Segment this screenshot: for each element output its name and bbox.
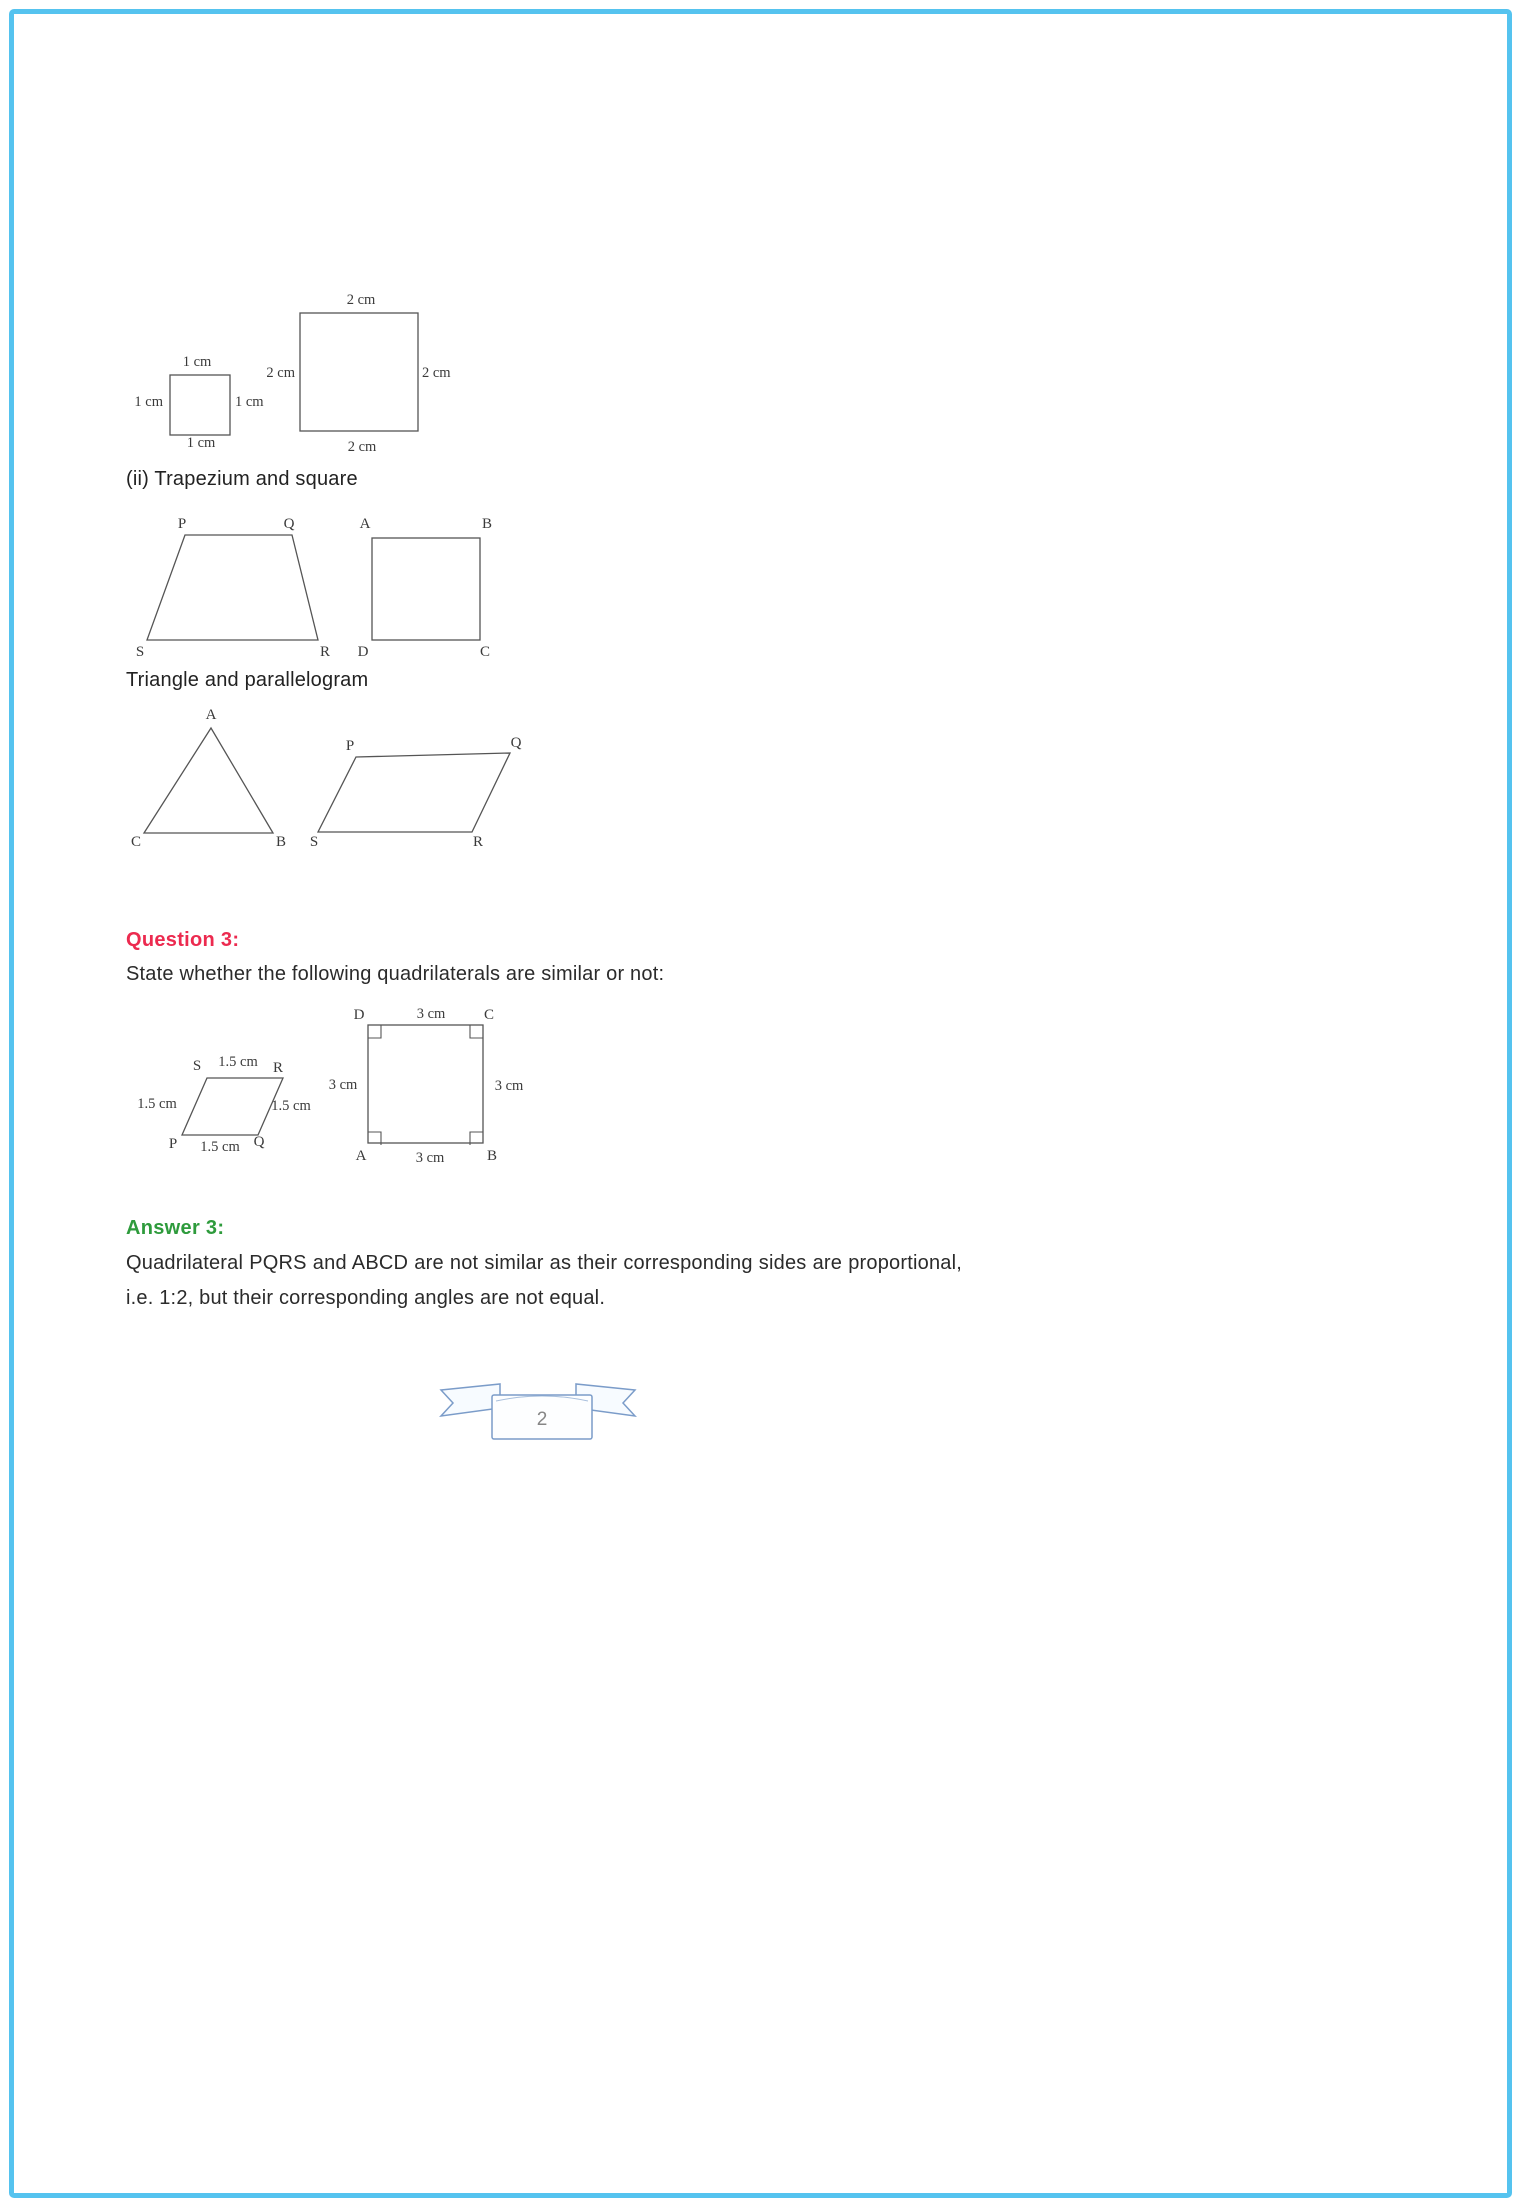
subheading-triangle-parallelogram: Triangle and parallelogram bbox=[126, 669, 369, 691]
square1-vertex-d: D bbox=[357, 644, 369, 660]
q3-parallelogram-top-label: 1.5 cm bbox=[218, 1054, 258, 1070]
q3-square-bottom-label: 3 cm bbox=[415, 1150, 445, 1166]
answer-3-text: Quadrilateral PQRS and ABCD are not similar as their corresponding sides are proportional, i.e. 1:2, but their corresponding angles are not equal. bbox=[126, 1252, 962, 1309]
q3-parallelogram-bottom-label: 1.5 cm bbox=[200, 1139, 240, 1155]
trapezium-vertex-q: Q bbox=[283, 516, 295, 532]
q3-parallelogram-shape bbox=[182, 1078, 283, 1135]
large-square-left-label: 2 cm bbox=[266, 365, 295, 381]
question-3-text: State whether the following quadrilaterals are similar or not: bbox=[126, 963, 665, 985]
triangle-vertex-a: A bbox=[205, 707, 217, 723]
answer-3-heading: Answer 3: bbox=[126, 1217, 225, 1239]
q3-square-vertex-a: A bbox=[355, 1148, 367, 1164]
parallelogram-vertex-r: R bbox=[472, 834, 484, 850]
triangle-shape bbox=[144, 728, 273, 833]
q3-square-vertex-b: B bbox=[486, 1148, 498, 1164]
figure-trapezium-and-square bbox=[125, 508, 525, 663]
parallelogram-vertex-q: Q bbox=[510, 735, 522, 751]
q3-square-vertex-d: D bbox=[353, 1007, 365, 1023]
trapezium-vertex-r: R bbox=[319, 644, 331, 660]
q3-square-vertex-c: C bbox=[483, 1007, 495, 1023]
small-square-shape bbox=[170, 375, 230, 435]
large-square-shape bbox=[300, 313, 418, 431]
parallelogram-vertex-p: P bbox=[345, 738, 355, 754]
q3-square-shape bbox=[368, 1025, 483, 1143]
ribbon-left-tail bbox=[441, 1384, 500, 1416]
q3-parallelogram-right-label: 1.5 cm bbox=[271, 1098, 311, 1114]
right-angle-mark-top-left bbox=[368, 1025, 381, 1038]
parallelogram-shape bbox=[318, 753, 510, 832]
page-number: 2 bbox=[536, 1409, 548, 1430]
q3-square-right-label: 3 cm bbox=[494, 1078, 524, 1094]
subheading-trapezium-square: (ii) Trapezium and square bbox=[126, 468, 358, 490]
small-square-left-label: 1 cm bbox=[134, 394, 163, 410]
square-abcd-shape bbox=[372, 538, 480, 640]
figure-question3-quadrilaterals bbox=[125, 998, 555, 1173]
trapezium-vertex-s: S bbox=[135, 644, 145, 660]
small-square-right-label: 1 cm bbox=[235, 394, 264, 410]
large-square-bottom-label: 2 cm bbox=[347, 439, 377, 455]
q3-square-left-label: 3 cm bbox=[328, 1077, 358, 1093]
triangle-vertex-b: B bbox=[275, 834, 287, 850]
figure-triangle-and-parallelogram bbox=[125, 703, 555, 858]
large-square-top-label: 2 cm bbox=[346, 292, 376, 308]
small-square-bottom-label: 1 cm bbox=[186, 435, 216, 451]
q3-parallelogram-vertex-s: S bbox=[192, 1058, 202, 1074]
large-square-right-label: 2 cm bbox=[422, 365, 451, 381]
trapezium-vertex-p: P bbox=[177, 516, 187, 532]
square1-vertex-b: B bbox=[481, 516, 493, 532]
square1-vertex-a: A bbox=[359, 516, 371, 532]
q3-parallelogram-vertex-q: Q bbox=[253, 1134, 265, 1150]
triangle-vertex-c: C bbox=[130, 834, 142, 850]
parallelogram-vertex-s: S bbox=[309, 834, 319, 850]
trapezium-shape bbox=[147, 535, 318, 640]
small-square-top-label: 1 cm bbox=[182, 354, 212, 370]
square1-vertex-c: C bbox=[479, 644, 491, 660]
q3-parallelogram-left-label: 1.5 cm bbox=[137, 1096, 177, 1112]
figure-unit-squares bbox=[125, 283, 505, 463]
page-number-ribbon bbox=[438, 1382, 638, 1444]
question-3-heading: Question 3: bbox=[126, 929, 240, 951]
right-angle-mark-top-right bbox=[470, 1025, 483, 1038]
q3-parallelogram-vertex-p: P bbox=[168, 1136, 178, 1152]
q3-parallelogram-vertex-r: R bbox=[272, 1060, 284, 1076]
q3-square-top-label: 3 cm bbox=[416, 1006, 446, 1022]
